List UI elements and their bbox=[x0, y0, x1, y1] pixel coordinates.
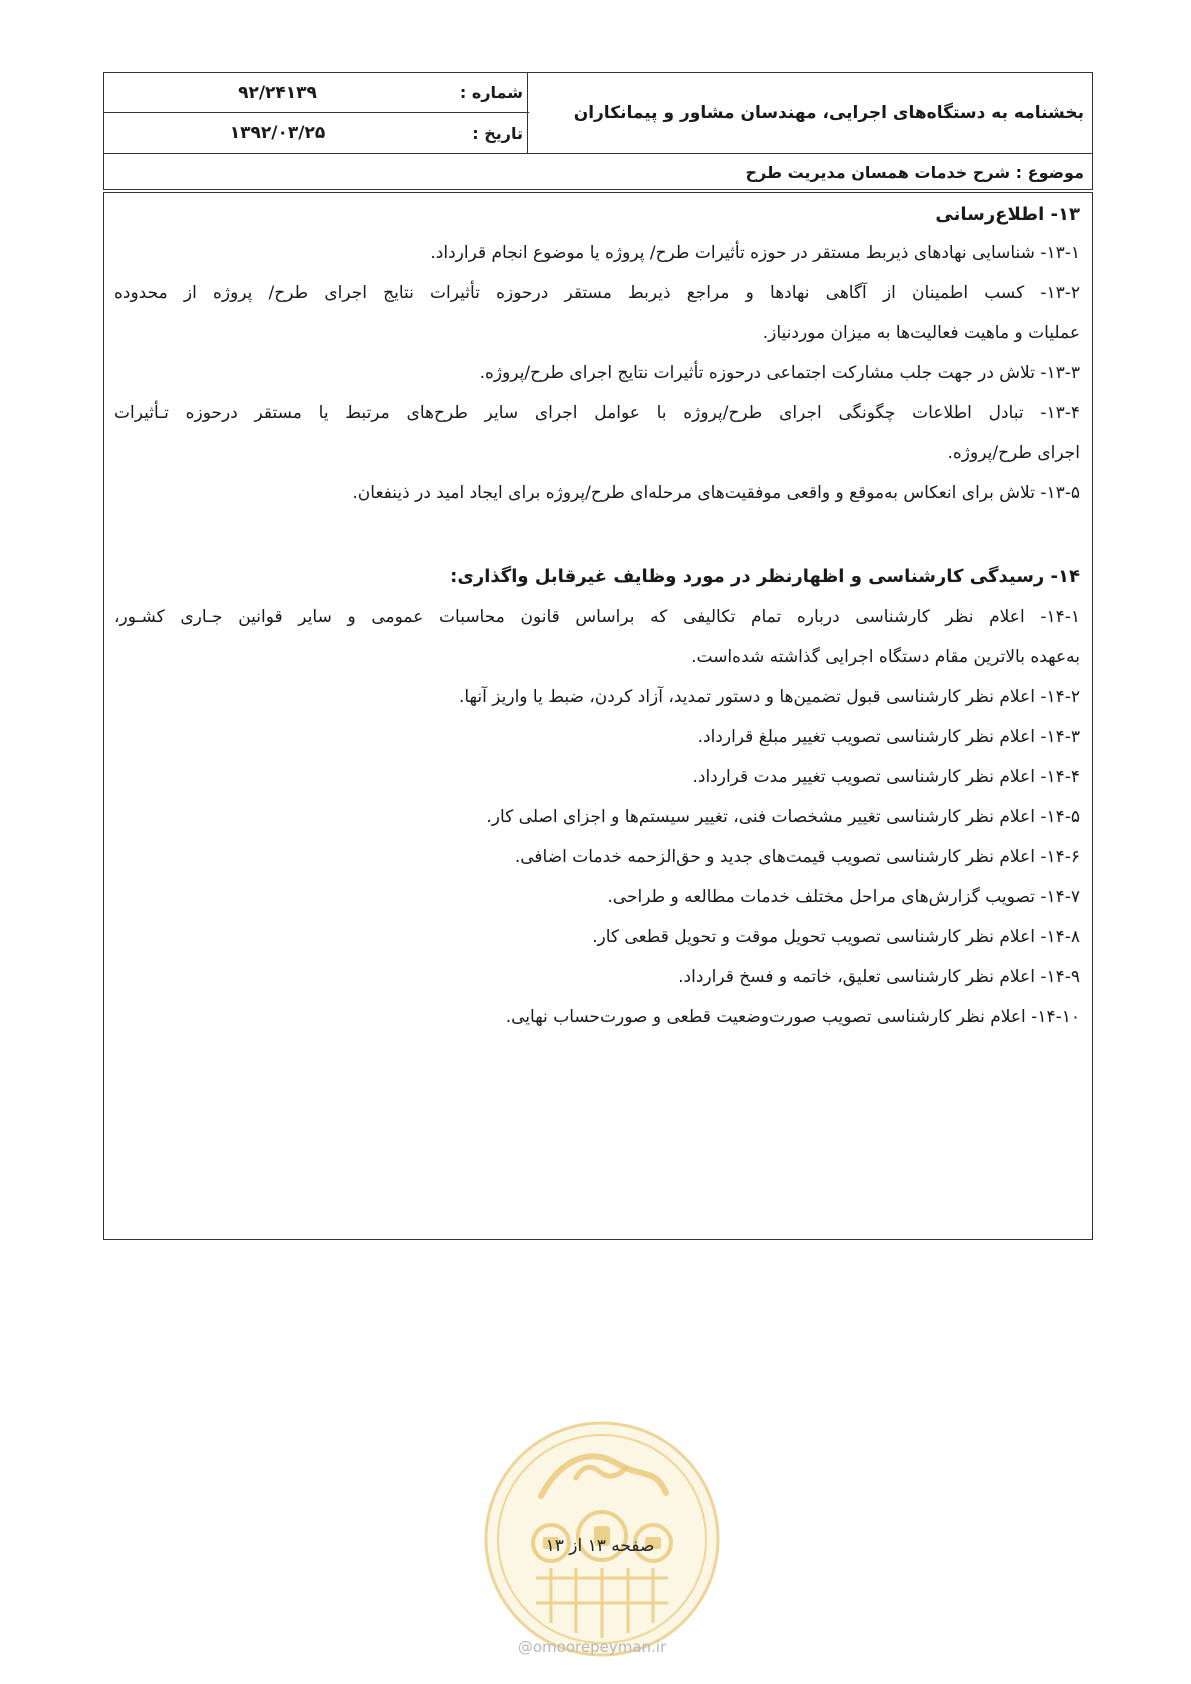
paragraph-line: عملیات و ماهیت فعالیت‌ها به میزان موردنیاز. bbox=[762, 323, 1080, 343]
number-label: شماره : bbox=[459, 83, 523, 102]
paragraph-line: ۱۴-۴- اعلام نظر کارشناسی تصویب تغییر مدت قرارداد. bbox=[692, 767, 1080, 787]
number-value: ۹۲/۲۴۱۳۹ bbox=[238, 82, 317, 103]
paragraph-line: ۱۴-۳- اعلام نظر کارشناسی تصویب تغییر مبلغ قرارداد. bbox=[697, 727, 1080, 747]
header-subject-row bbox=[104, 153, 1092, 191]
header-top-row bbox=[104, 73, 1092, 154]
paragraph-line: ۱۴-۸- اعلام نظر کارشناسی تصویب تحویل موقت و تحویل قطعی کار. bbox=[592, 927, 1080, 947]
paragraph-line: ۱۳-۵- تلاش برای انعکاس به‌موقع و واقعی موفقیت‌های مرحله‌ای طرح/پروژه برای ایجاد امید در ذینفعان. bbox=[352, 483, 1080, 503]
paragraph-line: ۱۴-۵- اعلام نظر کارشناسی تغییر مشخصات فنی، تغییر سیستم‌ها و اجزای اصلی کار. bbox=[486, 807, 1080, 827]
document-body bbox=[103, 192, 1093, 1240]
paragraph-line: ۱۴-۷- تصویب گزارش‌های مراحل مختلف خدمات مطالعه و طراحی. bbox=[607, 887, 1080, 907]
paragraph-line: ۱۳-۲- کسب اطمینان از آگاهی نهادها و مراجع ذیربط مستقر درحوزه تأثیرات نتایج اجرای طرح/ پروژه از محدوده bbox=[114, 283, 1080, 303]
paragraph-line: ۱۴-۶- اعلام نظر کارشناسی تصویب قیمت‌های جدید و حق‌الزحمه خدمات اضافی. bbox=[514, 847, 1080, 867]
document-title: بخشنامه به دستگاه‌های اجرایی، مهندسان مشاور و پیمانکاران bbox=[527, 73, 1092, 153]
date-row bbox=[104, 113, 529, 153]
number-row bbox=[104, 73, 529, 113]
paragraph-line: ۱۴-۱۰- اعلام نظر کارشناسی تصویب صورت‌وضعیت قطعی و صورت‌حساب نهایی. bbox=[505, 1007, 1080, 1027]
watermark-text: @omoorepeyman.ir bbox=[517, 1638, 667, 1656]
paragraph-line: ۱۳-۴- تبادل اطلاعات چگونگی اجرای طرح/پروژه با عوامل اجرای سایر طرح‌های مرتبط یا مستقر درحوزه تـأثیرات bbox=[114, 403, 1080, 423]
date-label: تاریخ : bbox=[472, 123, 523, 143]
paragraph-line: ۱۴-۹- اعلام نظر کارشناسی تعلیق، خاتمه و فسخ قرارداد. bbox=[678, 967, 1080, 987]
document-header bbox=[103, 72, 1093, 190]
paragraph-line: ۱۳-۱- شناسایی نهادهای ذیربط مستقر در حوزه تأثیرات طرح/ پروژه یا موضوع انجام قرارداد. bbox=[430, 243, 1080, 263]
paragraph-line: ۱۴-۲- اعلام نظر کارشناسی قبول تضمین‌ها و دستور تمدید، آزاد کردن، ضبط یا واریز آنها. bbox=[458, 687, 1080, 707]
paragraph-line: به‌عهده بالاترین مقام دستگاه اجرایی گذاشته شده‌است. bbox=[691, 647, 1080, 667]
page-number: صفحه ۱۳ از ۱۳ bbox=[545, 1536, 655, 1556]
paragraph-line: اجرای طرح/پروژه. bbox=[947, 443, 1080, 463]
paragraph-line: ۱۳-۳- تلاش در جهت جلب مشارکت اجتماعی درحوزه تأثیرات نتایج اجرای طرح/پروژه. bbox=[479, 363, 1080, 383]
section-13-heading: ۱۳- اطلاع‌رسانی bbox=[935, 204, 1080, 225]
meta-block bbox=[104, 73, 529, 153]
document-subject: موضوع : شرح خدمات همسان مدیریت طرح bbox=[745, 162, 1084, 182]
paragraph-line: ۱۴-۱- اعلام نظر کارشناسی درباره تمام تکالیفی که براساس قانون محاسبات عمومی و سایر قوانین جـاری کشـور، bbox=[114, 607, 1080, 627]
date-value: ۱۳۹۲/۰۳/۲۵ bbox=[229, 123, 326, 143]
section-14-heading: ۱۴- رسیدگی کارشناسی و اظهارنظر در مورد وظایف غیرقابل واگذاری: bbox=[450, 566, 1080, 587]
